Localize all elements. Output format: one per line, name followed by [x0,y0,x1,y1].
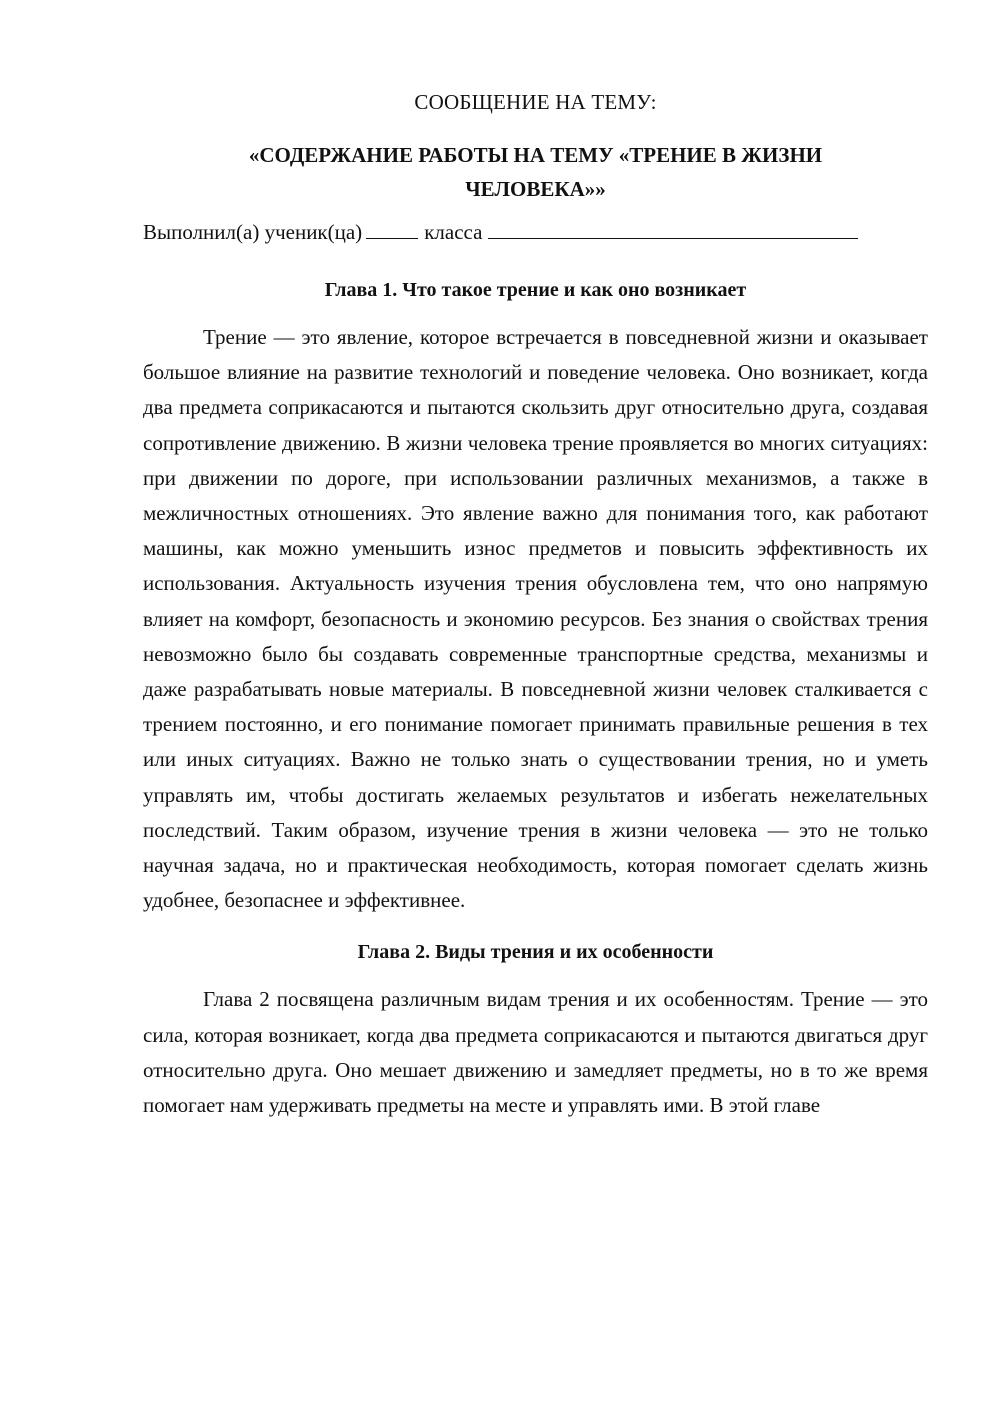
class-number-blank [366,218,418,239]
author-line [143,218,928,246]
chapter-2-paragraph: Глава 2 посвящена различным видам трения и их особенностям. Трение — это сила, которая возникает, когда два предмета соприкасаются и пытаются двигаться друг относительно друга. Оно мешает движению и замедляет предметы, но в то же время помогает нам удерживать предметы на месте и управлять ими. В этой главе [143,987,928,1118]
topic-label: СООБЩЕНИЕ НА ТЕМУ: [414,90,657,114]
chapter-2-heading: Глава 2. Виды трения и их особенности [357,941,714,964]
author-prefix: Выполнил(а) ученик(ца) [143,220,363,244]
student-name-blank [488,218,858,239]
chapter-1-paragraph: Трение — это явление, которое встречается в повседневной жизни и оказывает большое влияние на развитие технологий и поведение человека. Оно возникает, когда два предмета соприкасаются и пытаются скользить друг относительно друга, создавая сопротивление движению. В жизни человека трение проявляется во многих ситуациях: при движении по дороге, при использовании различных механизмов, а также в межличностных отношениях. Это явление важно для понимания того, как работают машины, как можно уменьшить износ предметов и повысить эффективность их использования. Актуальность изучения трения обусловлена тем, что оно напрямую влияет на комфорт, безопасность и экономию ресурсов. Без знания о свойствах трения невозможно было бы создавать современные транспортные средства, механизмы и даже разрабатывать новые материалы. В повседневной жизни человек сталкивается с трением постоянно, и его понимание помогает принимать правильные решения в тех или иных ситуациях. Важно не только знать о существовании трения, но и уметь управлять им, чтобы достигать желаемых результатов и избегать нежелательных последствий. Таким образом, изучение трения в жизни человека — это не только научная задача, но и практическая необходимость, которая помогает сделать жизнь удобнее, безопаснее и эффективнее. [143,325,928,913]
chapter-1-heading: Глава 1. Что такое трение и как оно возникает [324,279,747,301]
document-page [143,88,928,1158]
author-class-word: класса [424,220,483,244]
document-title: «СОДЕРЖАНИЕ РАБОТЫ НА ТЕМУ «ТРЕНИЕ В ЖИЗНИ ЧЕЛОВЕКА»» [248,143,823,201]
